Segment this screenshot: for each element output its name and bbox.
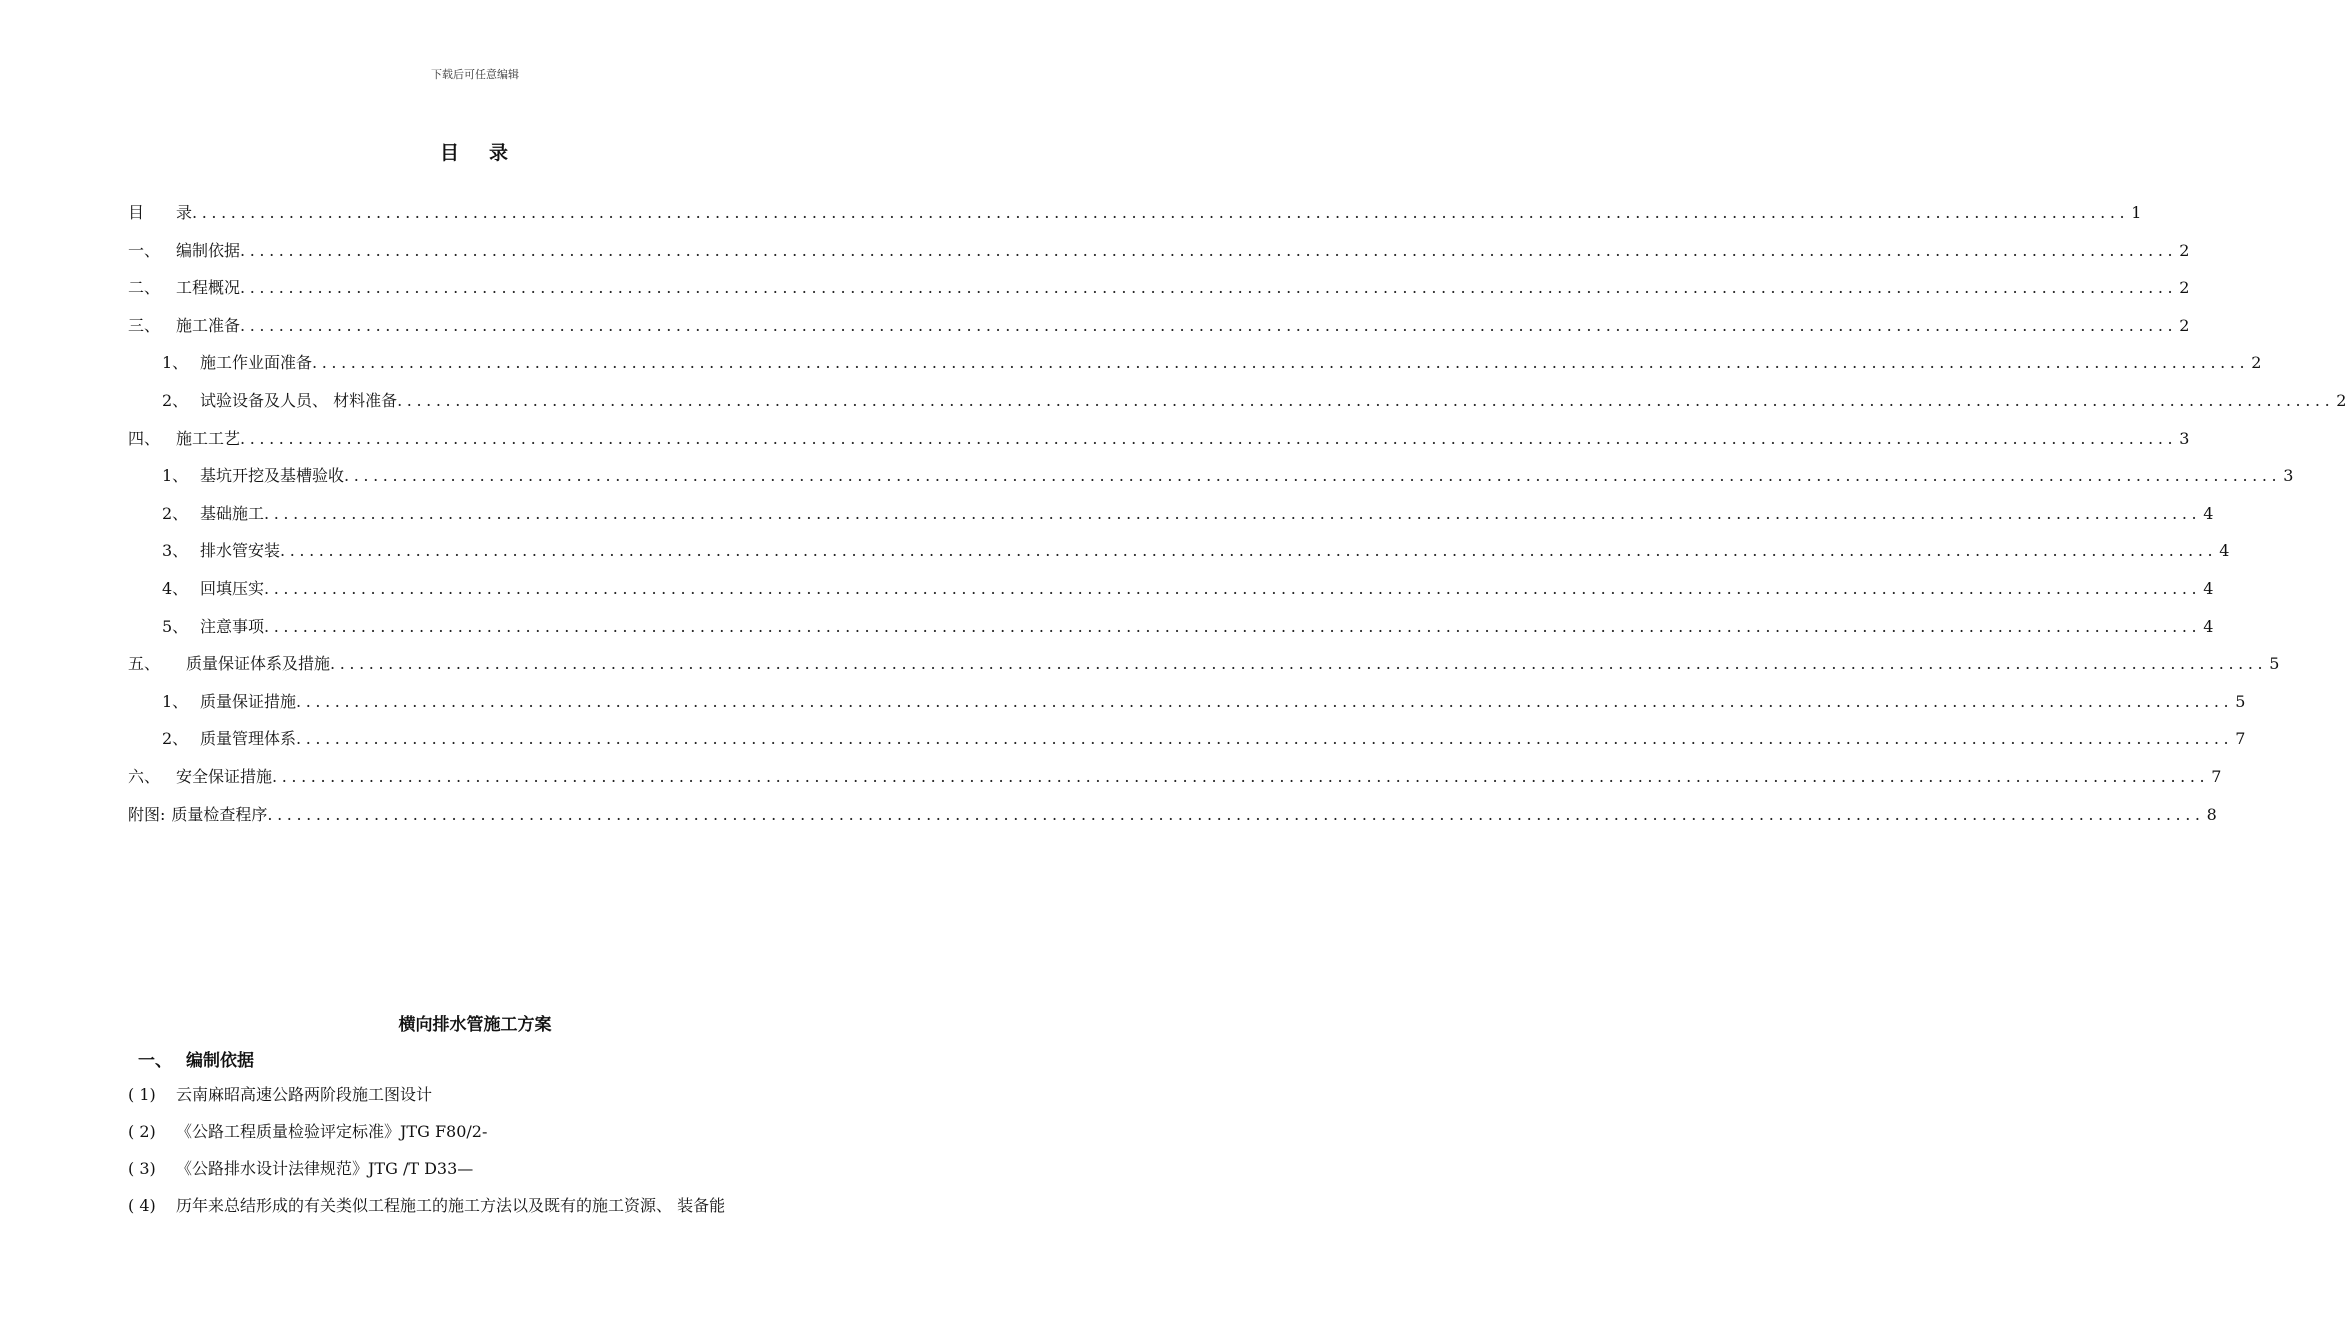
document-title: 横向排水管施工方案 (398, 1015, 552, 1035)
section-title: 编制依据 (186, 1051, 254, 1071)
toc-leader-dots: ........................................................................................................................................................................................................ (330, 654, 2268, 674)
basis-item-text: 历年来总结形成的有关类似工程施工的施工方法以及既有的施工资源、 装备能 (176, 1196, 726, 1215)
toc-entry-number: 五、 (128, 654, 161, 674)
toc-entry-label: 质量保证措施 (200, 691, 297, 711)
toc-entry-number: 附图: (128, 804, 166, 824)
toc-entry-number: 三、 (128, 315, 161, 335)
toc-entry-page: 5 (2269, 654, 2280, 674)
basis-item-text: 《公路工程质量检验评定标准》JTG F80/2- (176, 1122, 488, 1141)
toc-entry-label: 回填压实 (200, 578, 265, 598)
toc-entry-number: 3、 (162, 541, 189, 561)
toc-leader-dots: ........................................................................................................................................................................................................ (240, 240, 2178, 260)
toc-entry-page: 2 (2179, 240, 2190, 260)
basis-item-text: 云南麻昭高速公路两阶段施工图设计 (176, 1085, 433, 1104)
toc-entry-number: 5、 (162, 616, 189, 636)
toc-entry-label: 基坑开挖及基槽验收 (200, 466, 345, 486)
toc-entry-page: 4 (2203, 616, 2214, 636)
toc-entry[interactable] (128, 689, 2246, 727)
toc-entry-page: 7 (2211, 766, 2222, 786)
toc-entry-page: 2 (2179, 315, 2190, 335)
toc-leader-dots: ........................................................................................................................................................................................................ (312, 353, 2250, 373)
toc-leader-dots: ........................................................................................................................................................................................................ (280, 541, 2218, 561)
toc-entry-page: 2 (2179, 278, 2190, 298)
toc-entry-number: 1、 (162, 691, 189, 711)
toc-entry[interactable] (128, 463, 2294, 501)
toc-entry[interactable] (128, 802, 2217, 840)
toc-entry[interactable] (128, 726, 2246, 764)
toc-entry-number: 六、 (128, 766, 161, 786)
toc-entry-label: 编制依据 (176, 240, 241, 260)
toc-entry[interactable] (128, 238, 2190, 276)
toc-entry-page: 2 (2336, 390, 2346, 410)
toc-entry-number: 2、 (162, 503, 189, 523)
basis-item (128, 1119, 850, 1156)
page-header-note: 下载后可任意编辑 (431, 68, 519, 81)
toc-leader-dots: ........................................................................................................................................................................................................ (264, 578, 2202, 598)
toc-leader-dots: ........................................................................................................................................................................................................ (264, 503, 2202, 523)
toc-entry[interactable] (128, 350, 2262, 388)
toc-entry-number: 1、 (162, 353, 189, 373)
toc-entry-number: 二、 (128, 278, 161, 298)
toc-entry-label: 施工作业面准备 (200, 353, 313, 373)
toc-entry-label: 录 (176, 203, 193, 222)
toc-entry-label: 安全保证措施 (176, 766, 273, 786)
toc-entry-page: 8 (2206, 804, 2217, 824)
toc-entry[interactable] (128, 200, 2142, 238)
toc-entry-page: 2 (2251, 353, 2262, 373)
toc-leader-dots: ........................................................................................................................................................................................................ (192, 203, 2130, 222)
toc-entry[interactable] (128, 576, 2214, 614)
toc-entry[interactable] (128, 388, 2346, 426)
basis-item (128, 1193, 850, 1230)
toc-entry-page: 7 (2235, 729, 2246, 749)
toc-entry[interactable] (128, 651, 2280, 689)
toc-entry-number: 一、 (128, 240, 161, 260)
toc-leader-dots: ........................................................................................................................................................................................................ (296, 729, 2234, 749)
section-number: 一、 (138, 1051, 172, 1071)
toc-entry-label: 基础施工 (200, 503, 265, 523)
toc-entry-page: 4 (2219, 541, 2230, 561)
toc-entry-number: 四、 (128, 428, 161, 448)
toc-entry[interactable] (128, 275, 2190, 313)
toc-leader-dots: ........................................................................................................................................................................................................ (267, 804, 2205, 824)
toc-entry-page: 4 (2203, 503, 2214, 523)
toc-entry-page: 5 (2235, 691, 2246, 711)
toc-leader-dots: ........................................................................................................................................................................................................ (240, 278, 2178, 298)
toc-entry-label: 质量检查程序 (171, 804, 268, 824)
toc-entry[interactable] (128, 764, 2222, 802)
toc-leader-dots: ........................................................................................................................................................................................................ (296, 691, 2234, 711)
toc-entry-label: 质量保证体系及措施 (186, 654, 331, 674)
toc-entry[interactable] (128, 501, 2214, 539)
toc-title-left: 目 (439, 142, 461, 164)
toc-leader-dots: ........................................................................................................................................................................................................ (344, 466, 2282, 486)
toc-entry-page: 4 (2203, 578, 2214, 598)
basis-item-index: ( 3) (128, 1159, 156, 1178)
toc-entry-page: 1 (2131, 203, 2142, 222)
toc-leader-dots: ........................................................................................................................................................................................................ (264, 616, 2202, 636)
toc-entry-page: 3 (2179, 428, 2190, 448)
basis-item-index: ( 4) (128, 1196, 156, 1215)
toc-entry-label: 注意事项 (200, 616, 265, 636)
toc-entry[interactable] (128, 313, 2190, 351)
section-heading (138, 1046, 254, 1071)
toc-leader-dots: ........................................................................................................................................................................................................ (272, 766, 2210, 786)
table-of-contents (128, 200, 2346, 839)
basis-item-index: ( 1) (128, 1085, 156, 1104)
toc-entry-label: 试验设备及人员、 材料准备 (200, 390, 398, 410)
toc-entry[interactable] (128, 538, 2230, 576)
basis-item-text: 《公路排水设计法律规范》JTG /T D33— (176, 1159, 474, 1178)
toc-entry-label: 施工工艺 (176, 428, 241, 448)
toc-title (0, 138, 950, 165)
toc-entry[interactable] (128, 426, 2190, 464)
toc-leader-dots: ........................................................................................................................................................................................................ (397, 390, 2335, 410)
toc-entry-number: 目 (128, 203, 145, 222)
toc-entry-label: 排水管安装 (200, 541, 281, 561)
toc-entry-label: 施工准备 (176, 315, 241, 335)
basis-item-index: ( 2) (128, 1122, 156, 1141)
basis-item (128, 1156, 850, 1193)
basis-item (128, 1082, 850, 1119)
toc-entry-label: 工程概况 (176, 278, 241, 298)
toc-entry-number: 2、 (162, 390, 189, 410)
toc-leader-dots: ........................................................................................................................................................................................................ (240, 315, 2178, 335)
toc-entry-label: 质量管理体系 (200, 729, 297, 749)
toc-entry-number: 1、 (162, 466, 189, 486)
toc-title-right: 录 (489, 142, 511, 164)
toc-entry-page: 3 (2283, 466, 2294, 486)
basis-list (128, 1082, 850, 1230)
toc-entry[interactable] (128, 614, 2214, 652)
toc-leader-dots: ........................................................................................................................................................................................................ (240, 428, 2178, 448)
toc-entry-number: 2、 (162, 729, 189, 749)
toc-entry-number: 4、 (162, 578, 189, 598)
